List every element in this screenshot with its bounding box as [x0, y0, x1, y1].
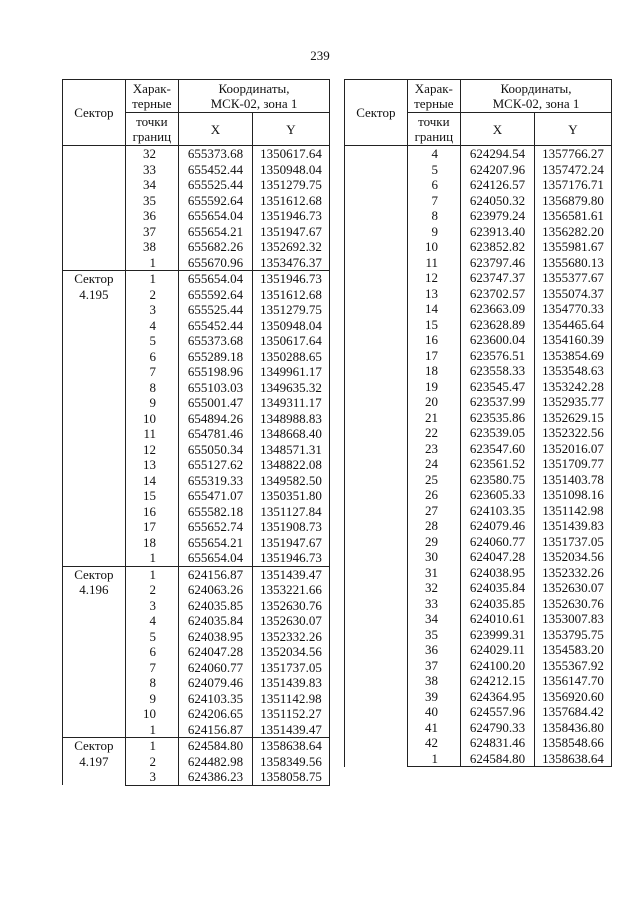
sector-header: Сектор — [63, 80, 126, 146]
point-number: 7 — [407, 193, 460, 209]
points-header-bottom: точки границ — [407, 113, 460, 146]
y-coordinate: 1351142.98 — [252, 691, 329, 707]
y-coordinate: 1352692.32 — [252, 239, 329, 255]
y-coordinate: 1355981.67 — [534, 239, 611, 255]
y-coordinate: 1356879.80 — [534, 193, 611, 209]
table-row — [63, 271, 330, 287]
y-coordinate: 1354770.33 — [534, 301, 611, 317]
y-coordinate: 1351098.16 — [534, 487, 611, 503]
table-row — [63, 566, 330, 582]
point-number: 9 — [125, 395, 178, 411]
y-coordinate: 1350351.80 — [252, 488, 329, 504]
x-coordinate: 655582.18 — [179, 504, 253, 520]
y-coordinate: 1355367.92 — [534, 658, 611, 674]
x-coordinate: 655050.34 — [179, 442, 253, 458]
point-number: 3 — [125, 302, 178, 318]
x-coordinate: 655452.44 — [179, 162, 253, 178]
table-body-left — [63, 146, 330, 786]
point-number: 8 — [125, 380, 178, 396]
x-coordinate: 655001.47 — [179, 395, 253, 411]
y-coordinate: 1352016.07 — [534, 441, 611, 457]
y-coordinate: 1351947.67 — [252, 535, 329, 551]
point-number: 18 — [125, 535, 178, 551]
x-coordinate: 623600.04 — [461, 332, 535, 348]
y-coordinate: 1351142.98 — [534, 503, 611, 519]
y-coordinate: 1353242.28 — [534, 379, 611, 395]
point-number: 11 — [407, 255, 460, 271]
point-number: 1 — [125, 271, 178, 287]
x-coordinate: 655127.62 — [179, 457, 253, 473]
table-row — [345, 146, 612, 162]
point-number: 16 — [407, 332, 460, 348]
x-coordinate: 655289.18 — [179, 349, 253, 365]
point-number: 26 — [407, 487, 460, 503]
point-number: 35 — [125, 193, 178, 209]
x-coordinate: 624126.57 — [461, 177, 535, 193]
y-coordinate: 1358638.64 — [534, 751, 611, 767]
point-number: 32 — [407, 580, 460, 596]
y-coordinate: 1348988.83 — [252, 411, 329, 427]
x-coordinate: 624047.28 — [461, 549, 535, 565]
x-coordinate: 624038.95 — [179, 629, 253, 645]
x-coordinate: 623535.86 — [461, 410, 535, 426]
y-coordinate: 1351127.84 — [252, 504, 329, 520]
y-coordinate: 1351908.73 — [252, 519, 329, 535]
x-coordinate: 655652.74 — [179, 519, 253, 535]
point-number: 1 — [407, 751, 460, 767]
y-coordinate: 1354465.64 — [534, 317, 611, 333]
point-number: 9 — [407, 224, 460, 240]
x-coordinate: 623539.05 — [461, 425, 535, 441]
y-coordinate: 1351439.47 — [252, 566, 329, 582]
point-number: 6 — [125, 349, 178, 365]
y-coordinate: 1354160.39 — [534, 332, 611, 348]
x-header: X — [179, 113, 253, 146]
x-coordinate: 623702.57 — [461, 286, 535, 302]
point-number: 30 — [407, 549, 460, 565]
point-number: 23 — [407, 441, 460, 457]
coordinates-table-left — [62, 79, 330, 786]
y-coordinate: 1351152.27 — [252, 706, 329, 722]
point-number: 3 — [125, 598, 178, 614]
x-coordinate: 655198.96 — [179, 364, 253, 380]
point-number: 35 — [407, 627, 460, 643]
x-coordinate: 624831.46 — [461, 735, 535, 751]
y-coordinate: 1351279.75 — [252, 302, 329, 318]
point-number: 10 — [407, 239, 460, 255]
point-number: 33 — [125, 162, 178, 178]
point-number: 10 — [125, 706, 178, 722]
y-coordinate: 1358638.64 — [252, 738, 329, 754]
x-coordinate: 623545.47 — [461, 379, 535, 395]
x-coordinate: 655670.96 — [179, 255, 253, 271]
coordinates-table-right — [344, 79, 612, 767]
y-coordinate: 1349961.17 — [252, 364, 329, 380]
point-number: 31 — [407, 565, 460, 581]
x-coordinate: 655373.68 — [179, 146, 253, 162]
point-number: 38 — [407, 673, 460, 689]
x-coordinate: 624482.98 — [179, 754, 253, 770]
y-coordinate: 1352630.76 — [534, 596, 611, 612]
point-number: 42 — [407, 735, 460, 751]
point-number: 4 — [125, 318, 178, 334]
x-coordinate: 655654.21 — [179, 224, 253, 240]
point-number: 36 — [125, 208, 178, 224]
point-number: 6 — [407, 177, 460, 193]
y-coordinate: 1358058.75 — [252, 769, 329, 785]
y-coordinate: 1353007.83 — [534, 611, 611, 627]
x-coordinate: 654781.46 — [179, 426, 253, 442]
y-coordinate: 1352630.07 — [534, 580, 611, 596]
point-number: 3 — [125, 769, 178, 785]
y-coordinate: 1354583.20 — [534, 642, 611, 658]
y-coordinate: 1352332.26 — [534, 565, 611, 581]
table-row — [63, 738, 330, 754]
x-coordinate: 623747.37 — [461, 270, 535, 286]
point-number: 15 — [125, 488, 178, 504]
point-number: 11 — [125, 426, 178, 442]
y-coordinate: 1351947.67 — [252, 224, 329, 240]
y-coordinate: 1351612.68 — [252, 193, 329, 209]
point-number: 16 — [125, 504, 178, 520]
point-number: 4 — [407, 146, 460, 162]
x-coordinate: 624584.80 — [179, 738, 253, 754]
y-coordinate: 1351737.05 — [534, 534, 611, 550]
y-coordinate: 1351612.68 — [252, 287, 329, 303]
point-number: 22 — [407, 425, 460, 441]
y-coordinate: 1349635.32 — [252, 380, 329, 396]
point-number: 2 — [125, 754, 178, 770]
y-coordinate: 1355680.13 — [534, 255, 611, 271]
point-number: 1 — [125, 255, 178, 271]
point-number: 7 — [125, 364, 178, 380]
y-coordinate: 1355377.67 — [534, 270, 611, 286]
table-row — [63, 146, 330, 162]
x-coordinate: 624103.35 — [461, 503, 535, 519]
point-number: 37 — [407, 658, 460, 674]
point-number: 13 — [407, 286, 460, 302]
point-number: 2 — [125, 582, 178, 598]
sector-label — [345, 146, 408, 767]
point-number: 8 — [125, 675, 178, 691]
point-number: 17 — [407, 348, 460, 364]
point-number: 6 — [125, 644, 178, 660]
x-coordinate: 623628.89 — [461, 317, 535, 333]
point-number: 32 — [125, 146, 178, 162]
x-coordinate: 624156.87 — [179, 566, 253, 582]
points-header-bottom: точки границ — [125, 113, 178, 146]
x-coordinate: 655525.44 — [179, 177, 253, 193]
point-number: 7 — [125, 660, 178, 676]
point-number: 1 — [125, 566, 178, 582]
y-coordinate: 1350288.65 — [252, 349, 329, 365]
point-number: 29 — [407, 534, 460, 550]
x-coordinate: 655452.44 — [179, 318, 253, 334]
points-header-top: Харак- терные — [125, 80, 178, 113]
point-number: 34 — [407, 611, 460, 627]
x-coordinate: 624035.85 — [461, 596, 535, 612]
point-number: 20 — [407, 394, 460, 410]
point-number: 1 — [125, 738, 178, 754]
y-coordinate: 1352034.56 — [252, 644, 329, 660]
table-body-right — [345, 146, 612, 767]
x-coordinate: 623663.09 — [461, 301, 535, 317]
y-coordinate: 1352322.56 — [534, 425, 611, 441]
y-coordinate: 1358436.80 — [534, 720, 611, 736]
sector-label: Сектор 4.195 — [63, 271, 126, 567]
y-coordinate: 1351737.05 — [252, 660, 329, 676]
x-coordinate: 624212.15 — [461, 673, 535, 689]
x-coordinate: 655319.33 — [179, 473, 253, 489]
point-number: 9 — [125, 691, 178, 707]
y-coordinate: 1355074.37 — [534, 286, 611, 302]
x-coordinate: 623537.99 — [461, 394, 535, 410]
x-coordinate: 623999.31 — [461, 627, 535, 643]
x-header: X — [461, 113, 535, 146]
point-number: 37 — [125, 224, 178, 240]
y-coordinate: 1353221.66 — [252, 582, 329, 598]
point-number: 25 — [407, 472, 460, 488]
x-coordinate: 655654.04 — [179, 208, 253, 224]
y-coordinate: 1352630.07 — [252, 613, 329, 629]
x-coordinate: 623979.24 — [461, 208, 535, 224]
x-coordinate: 624047.28 — [179, 644, 253, 660]
point-number: 5 — [125, 629, 178, 645]
x-coordinate: 624790.33 — [461, 720, 535, 736]
y-coordinate: 1352935.77 — [534, 394, 611, 410]
x-coordinate: 623558.33 — [461, 363, 535, 379]
point-number: 1 — [125, 722, 178, 738]
y-coordinate: 1352332.26 — [252, 629, 329, 645]
y-coordinate: 1358548.66 — [534, 735, 611, 751]
y-coordinate: 1357684.42 — [534, 704, 611, 720]
y-coordinate: 1357176.71 — [534, 177, 611, 193]
y-coordinate: 1356920.60 — [534, 689, 611, 705]
x-coordinate: 624386.23 — [179, 769, 253, 785]
x-coordinate: 623547.60 — [461, 441, 535, 457]
point-number: 19 — [407, 379, 460, 395]
x-coordinate: 655654.04 — [179, 550, 253, 566]
y-coordinate: 1350617.64 — [252, 333, 329, 349]
point-number: 28 — [407, 518, 460, 534]
sector-label — [63, 146, 126, 271]
point-number: 13 — [125, 457, 178, 473]
x-coordinate: 655471.07 — [179, 488, 253, 504]
coords-header: Координаты, МСК-02, зона 1 — [179, 80, 330, 113]
x-coordinate: 624063.26 — [179, 582, 253, 598]
x-coordinate: 655654.04 — [179, 271, 253, 287]
point-number: 36 — [407, 642, 460, 658]
y-coordinate: 1350948.04 — [252, 318, 329, 334]
point-number: 17 — [125, 519, 178, 535]
x-coordinate: 655373.68 — [179, 333, 253, 349]
x-coordinate: 624100.20 — [461, 658, 535, 674]
y-coordinate: 1349582.50 — [252, 473, 329, 489]
points-header-top: Харак- терные — [407, 80, 460, 113]
y-coordinate: 1357766.27 — [534, 146, 611, 162]
x-coordinate: 655592.64 — [179, 287, 253, 303]
point-number: 27 — [407, 503, 460, 519]
x-coordinate: 655525.44 — [179, 302, 253, 318]
x-coordinate: 624103.35 — [179, 691, 253, 707]
x-coordinate: 624079.46 — [179, 675, 253, 691]
point-number: 12 — [125, 442, 178, 458]
sector-label: Сектор 4.197 — [63, 738, 126, 786]
x-coordinate: 624010.61 — [461, 611, 535, 627]
x-coordinate: 624029.11 — [461, 642, 535, 658]
y-coordinate: 1351279.75 — [252, 177, 329, 193]
y-coordinate: 1350617.64 — [252, 146, 329, 162]
x-coordinate: 624050.32 — [461, 193, 535, 209]
point-number: 15 — [407, 317, 460, 333]
x-coordinate: 623561.52 — [461, 456, 535, 472]
y-coordinate: 1356581.61 — [534, 208, 611, 224]
x-coordinate: 624038.95 — [461, 565, 535, 581]
x-coordinate: 624060.77 — [461, 534, 535, 550]
y-coordinate: 1353476.37 — [252, 255, 329, 271]
y-coordinate: 1356147.70 — [534, 673, 611, 689]
y-coordinate: 1357472.24 — [534, 162, 611, 178]
point-number: 33 — [407, 596, 460, 612]
point-number: 40 — [407, 704, 460, 720]
x-coordinate: 624035.84 — [179, 613, 253, 629]
y-coordinate: 1353548.63 — [534, 363, 611, 379]
x-coordinate: 624156.87 — [179, 722, 253, 738]
y-coordinate: 1356282.20 — [534, 224, 611, 240]
x-coordinate: 623605.33 — [461, 487, 535, 503]
x-coordinate: 624035.85 — [179, 598, 253, 614]
x-coordinate: 624364.95 — [461, 689, 535, 705]
x-coordinate: 624060.77 — [179, 660, 253, 676]
x-coordinate: 623913.40 — [461, 224, 535, 240]
x-coordinate: 624294.54 — [461, 146, 535, 162]
point-number: 18 — [407, 363, 460, 379]
x-coordinate: 655682.26 — [179, 239, 253, 255]
y-coordinate: 1351439.83 — [534, 518, 611, 534]
y-coordinate: 1352630.76 — [252, 598, 329, 614]
point-number: 34 — [125, 177, 178, 193]
y-coordinate: 1353854.69 — [534, 348, 611, 364]
point-number: 4 — [125, 613, 178, 629]
y-coordinate: 1348571.31 — [252, 442, 329, 458]
y-coordinate: 1348668.40 — [252, 426, 329, 442]
y-coordinate: 1351403.78 — [534, 472, 611, 488]
y-coordinate: 1348822.08 — [252, 457, 329, 473]
y-coordinate: 1353795.75 — [534, 627, 611, 643]
x-coordinate: 655592.64 — [179, 193, 253, 209]
x-coordinate: 655103.03 — [179, 380, 253, 396]
y-coordinate: 1351439.47 — [252, 722, 329, 738]
y-header: Y — [534, 113, 611, 146]
y-coordinate: 1349311.17 — [252, 395, 329, 411]
y-coordinate: 1351709.77 — [534, 456, 611, 472]
x-coordinate: 624035.84 — [461, 580, 535, 596]
point-number: 5 — [407, 162, 460, 178]
x-coordinate: 623797.46 — [461, 255, 535, 271]
point-number: 5 — [125, 333, 178, 349]
sector-label: Сектор 4.196 — [63, 566, 126, 738]
point-number: 38 — [125, 239, 178, 255]
point-number: 1 — [125, 550, 178, 566]
x-coordinate: 623580.75 — [461, 472, 535, 488]
x-coordinate: 655654.21 — [179, 535, 253, 551]
x-coordinate: 624206.65 — [179, 706, 253, 722]
point-number: 41 — [407, 720, 460, 736]
x-coordinate: 624079.46 — [461, 518, 535, 534]
y-coordinate: 1352629.15 — [534, 410, 611, 426]
point-number: 12 — [407, 270, 460, 286]
y-coordinate: 1351946.73 — [252, 208, 329, 224]
y-coordinate: 1350948.04 — [252, 162, 329, 178]
y-coordinate: 1352034.56 — [534, 549, 611, 565]
page-number: 239 — [310, 48, 330, 63]
x-coordinate: 624207.96 — [461, 162, 535, 178]
y-header: Y — [252, 113, 329, 146]
point-number: 10 — [125, 411, 178, 427]
sector-header: Сектор — [345, 80, 408, 146]
y-coordinate: 1358349.56 — [252, 754, 329, 770]
x-coordinate: 623576.51 — [461, 348, 535, 364]
y-coordinate: 1351946.73 — [252, 271, 329, 287]
point-number: 2 — [125, 287, 178, 303]
point-number: 8 — [407, 208, 460, 224]
x-coordinate: 624557.96 — [461, 704, 535, 720]
point-number: 14 — [407, 301, 460, 317]
point-number: 21 — [407, 410, 460, 426]
x-coordinate: 623852.82 — [461, 239, 535, 255]
point-number: 24 — [407, 456, 460, 472]
x-coordinate: 654894.26 — [179, 411, 253, 427]
y-coordinate: 1351439.83 — [252, 675, 329, 691]
coords-header: Координаты, МСК-02, зона 1 — [461, 80, 612, 113]
point-number: 14 — [125, 473, 178, 489]
y-coordinate: 1351946.73 — [252, 550, 329, 566]
x-coordinate: 624584.80 — [461, 751, 535, 767]
point-number: 39 — [407, 689, 460, 705]
